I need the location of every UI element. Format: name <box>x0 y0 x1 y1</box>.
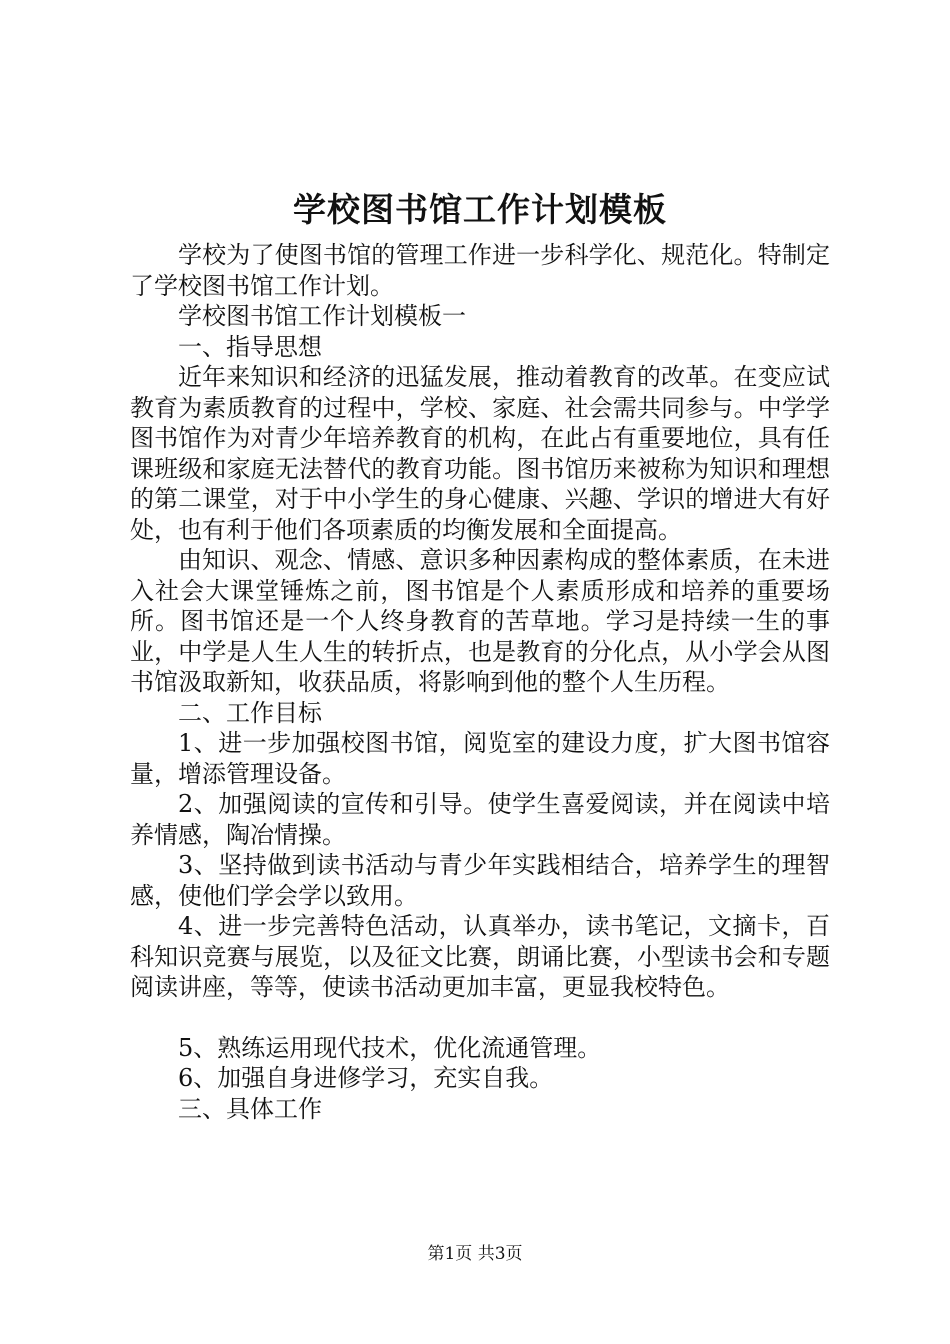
goal-item: 6、加强自身进修学习，充实自我。 <box>178 1064 554 1092</box>
page-number-footer: 第1页 共3页 <box>427 1244 523 1264</box>
heading-specific-work: 三、具体工作 <box>178 1094 322 1123</box>
heading-guiding-ideology: 一、指导思想 <box>178 332 322 361</box>
heading-work-goals: 二、工作目标 <box>178 698 322 727</box>
section-subtitle: 学校图书馆工作计划模板一 <box>178 302 466 330</box>
body-paragraph: 由知识、观念、情感、意识多种因素构成的整体素质，在未进入社会大课堂锤炼之前，图书馆是个人素质形成和培养的重要场所。图书馆还是一个人终身教育的苦草地。学习是持续一生的事业，中学是人生人生的转折点，也是教育的分化点，从小学会从图书馆汲取新知，收获品质，将影响到他的整个人生历程。 <box>130 546 830 696</box>
document-title: 学校图书馆工作计划模板 <box>293 190 667 229</box>
document-page <box>130 180 830 1124</box>
goal-item: 4、进一步完善特色活动，认真举办，读书笔记，文摘卡，百科知识竞赛与展览，以及征文比赛，朗诵比赛，小型读书会和专题阅读讲座，等等，使读书活动更加丰富，更显我校特色。 <box>130 912 830 1001</box>
blank-line <box>130 1003 830 1033</box>
intro-paragraph: 学校为了使图书馆的管理工作进一步科学化、规范化。特制定了学校图书馆工作计划。 <box>130 241 830 300</box>
goal-item: 1、进一步加强校图书馆，阅览室的建设力度，扩大图书馆容量，增添管理设备。 <box>130 729 830 788</box>
body-paragraph: 近年来知识和经济的迅猛发展，推动着教育的改革。在变应试教育为素质教育的过程中，学校、家庭、社会需共同参与。中学学图书馆作为对青少年培养教育的机构，在此占有重要地位，具有任课班级和家庭无法替代的教育功能。图书馆历来被称为知识和理想的第二课堂，对于中小学生的身心健康、兴趣、学识的增进大有好处，也有利于他们各项素质的均衡发展和全面提高。 <box>130 363 830 544</box>
goal-item: 5、熟练运用现代技术，优化流通管理。 <box>178 1033 602 1062</box>
goal-item: 2、加强阅读的宣传和引导。使学生喜爱阅读，并在阅读中培养情感，陶冶情操。 <box>130 790 830 849</box>
goal-item: 3、坚持做到读书活动与青少年实践相结合，培养学生的理智感，使他们学会学以致用。 <box>130 851 830 910</box>
